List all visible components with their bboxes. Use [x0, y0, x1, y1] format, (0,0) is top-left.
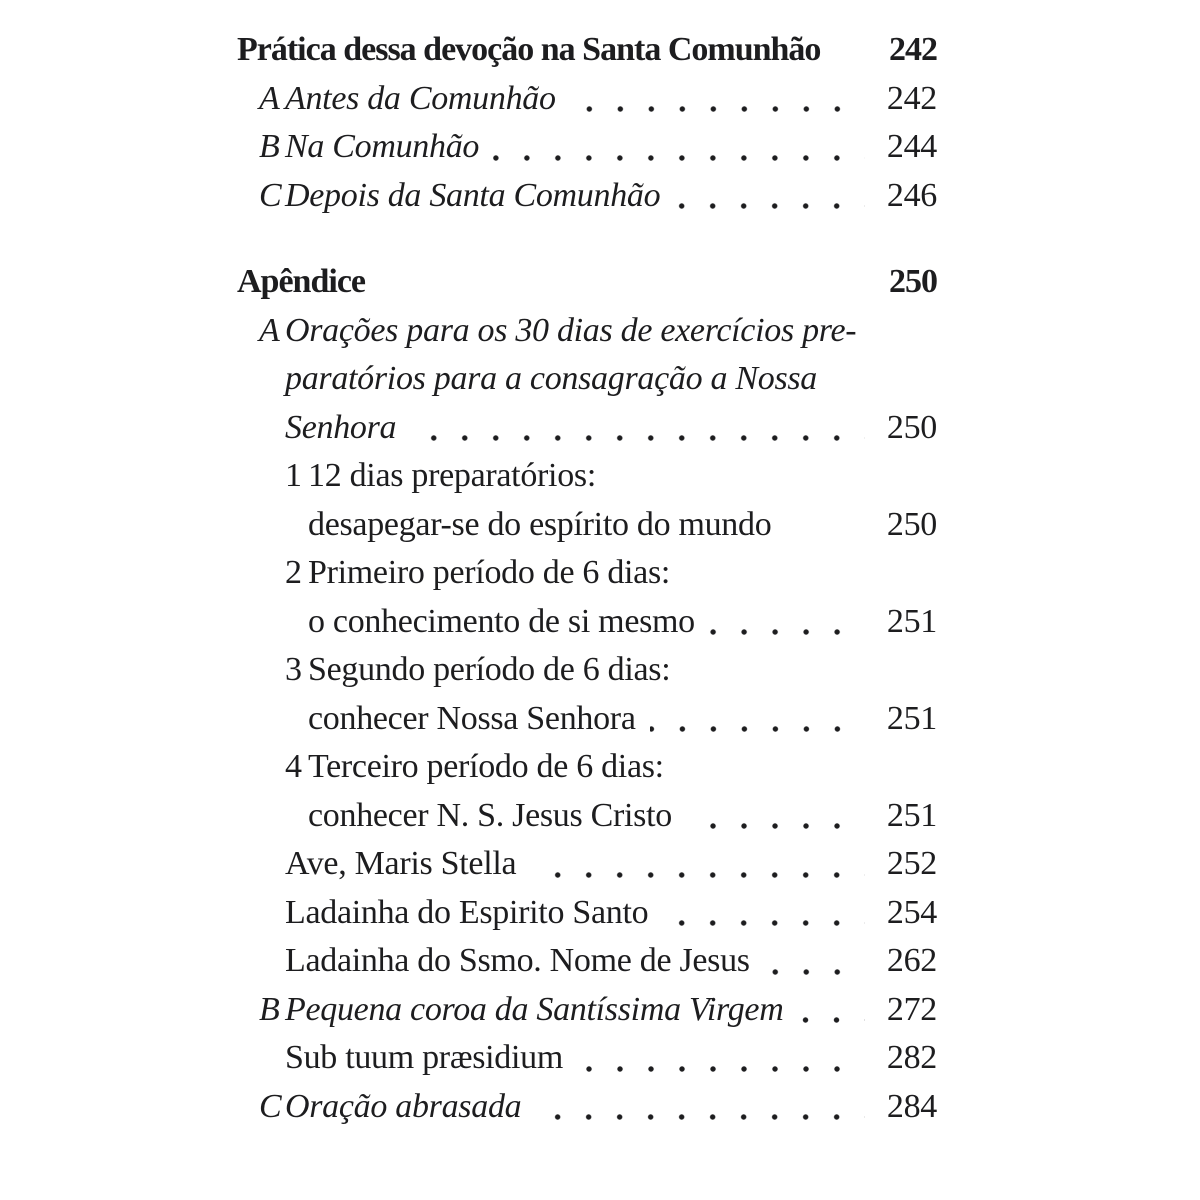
- dot-leader: [709, 629, 865, 635]
- toc-entry-text: Senhora: [285, 408, 397, 446]
- toc-page-number: 272: [886, 990, 937, 1028]
- dot-leader: [650, 726, 865, 732]
- toc-entry-text: o conhecimento de si mesmo: [308, 602, 695, 640]
- toc-entry-label: 3: [285, 651, 302, 688]
- toc-page-number: 251: [886, 796, 937, 834]
- toc-entry-label: C: [259, 1087, 282, 1125]
- toc-line-segundo-periodo-1: [237, 646, 937, 695]
- toc-page-number: 250: [886, 408, 937, 446]
- toc-line-primeiro-periodo-1: [237, 549, 937, 598]
- toc-page-number: 242: [886, 79, 937, 117]
- toc-entry-label: 2: [285, 554, 302, 591]
- dot-leader: [662, 920, 865, 926]
- toc-entry-text: Prática dessa devoção na Santa Comunhão: [237, 31, 821, 68]
- toc-entry-text: Orações para os 30 dias de exercícios pre-: [285, 311, 857, 349]
- toc-entry-text: Terceiro período de 6 dias:: [308, 748, 664, 785]
- toc-line-oracoes-30-dias-1: [237, 307, 937, 356]
- toc-line-oracoes-30-dias-2: [237, 355, 937, 404]
- toc-line-ladainha-espirito-santo: [237, 889, 937, 938]
- toc-entry-text: Segundo período de 6 dias:: [308, 651, 671, 688]
- toc-entry-text: Pequena coroa da Santíssima Virgem: [285, 990, 784, 1028]
- toc-page-number: 282: [886, 1039, 937, 1076]
- toc-page-number: 244: [886, 128, 937, 165]
- dot-leader: [797, 1017, 865, 1023]
- toc-entry-text: Apêndice: [237, 263, 365, 300]
- toc-entry-label: 1: [285, 457, 302, 494]
- toc-entry-label: A: [259, 79, 280, 117]
- toc-entry-text: Depois da Santa Comunhão: [285, 176, 661, 214]
- toc-line-12-dias-preparatorios-2: [237, 501, 937, 550]
- toc-line-antes-da-comunhao: [237, 75, 937, 124]
- toc-line-oracoes-30-dias-3: [237, 404, 937, 453]
- toc-entry-text: conhecer Nossa Senhora: [308, 699, 636, 737]
- toc-line-depois-da-santa-comunhao: [237, 172, 937, 221]
- toc-page-number: 251: [886, 602, 937, 640]
- dot-leader: [577, 1066, 865, 1072]
- toc-entry-label: B: [259, 128, 280, 165]
- toc-line-terceiro-periodo-2: [237, 792, 937, 841]
- toc-entry-text: Antes da Comunhão: [285, 79, 556, 117]
- toc-line-segundo-periodo-2: [237, 695, 937, 744]
- toc-page-number: 250: [889, 263, 937, 300]
- toc-line-apendice: [237, 258, 937, 307]
- toc-entry-text: Primeiro período de 6 dias:: [308, 554, 671, 591]
- toc-entry-text: conhecer N. S. Jesus Cristo: [308, 796, 672, 834]
- toc-entry-text: 12 dias preparatórios:: [308, 457, 596, 494]
- toc-entry-text: Na Comunhão: [285, 128, 480, 165]
- dot-leader: [530, 872, 865, 878]
- toc-page-number: 284: [886, 1087, 937, 1125]
- toc-entry-text: Ladainha do Ssmo. Nome de Jesus: [285, 942, 750, 979]
- toc-page-number: 254: [886, 893, 937, 931]
- dot-leader: [535, 1114, 865, 1120]
- toc-page-number: 262: [886, 942, 937, 979]
- dot-leader: [764, 969, 865, 975]
- toc-line-sub-tuum-praesidium: [237, 1034, 937, 1083]
- toc-entry-text: paratórios para a consagração a Nossa: [285, 360, 818, 397]
- table-of-contents: [237, 26, 937, 1131]
- toc-line-primeiro-periodo-2: [237, 598, 937, 647]
- toc-line-pratica-devocao-santa-comunhao: [237, 26, 937, 75]
- toc-entry-text: Ave, Maris Stella: [285, 845, 517, 882]
- toc-page-number: 252: [886, 845, 937, 882]
- toc-entry-text: Oração abrasada: [285, 1087, 522, 1125]
- toc-entry-label: 4: [285, 748, 302, 785]
- toc-page-number: 251: [886, 699, 937, 737]
- toc-line-oracao-abrasada: [237, 1083, 937, 1132]
- toc-page-number: 246: [886, 176, 937, 214]
- toc-line-terceiro-periodo-1: [237, 743, 937, 792]
- toc-page-number: 250: [886, 505, 937, 543]
- toc-entry-label: C: [259, 176, 282, 214]
- toc-line-na-comunhao: [237, 123, 937, 172]
- toc-line-pequena-coroa: [237, 986, 937, 1035]
- toc-entry-text: desapegar-se do espírito do mundo: [308, 505, 772, 543]
- toc-entry-label: A: [259, 311, 280, 349]
- dot-leader: [410, 435, 865, 441]
- toc-line-12-dias-preparatorios-1: [237, 452, 937, 501]
- toc-entry-text: Ladainha do Espirito Santo: [285, 893, 649, 931]
- toc-page-number: 242: [889, 31, 937, 68]
- toc-line-ave-maris-stella: [237, 840, 937, 889]
- toc-entry-label: B: [259, 990, 280, 1028]
- toc-line-ladainha-ssmo-nome-jesus: [237, 937, 937, 986]
- dot-leader: [674, 203, 865, 209]
- dot-leader: [570, 106, 865, 112]
- dot-leader: [493, 155, 865, 161]
- toc-entry-text: Sub tuum præsidium: [285, 1039, 563, 1076]
- dot-leader: [686, 823, 865, 829]
